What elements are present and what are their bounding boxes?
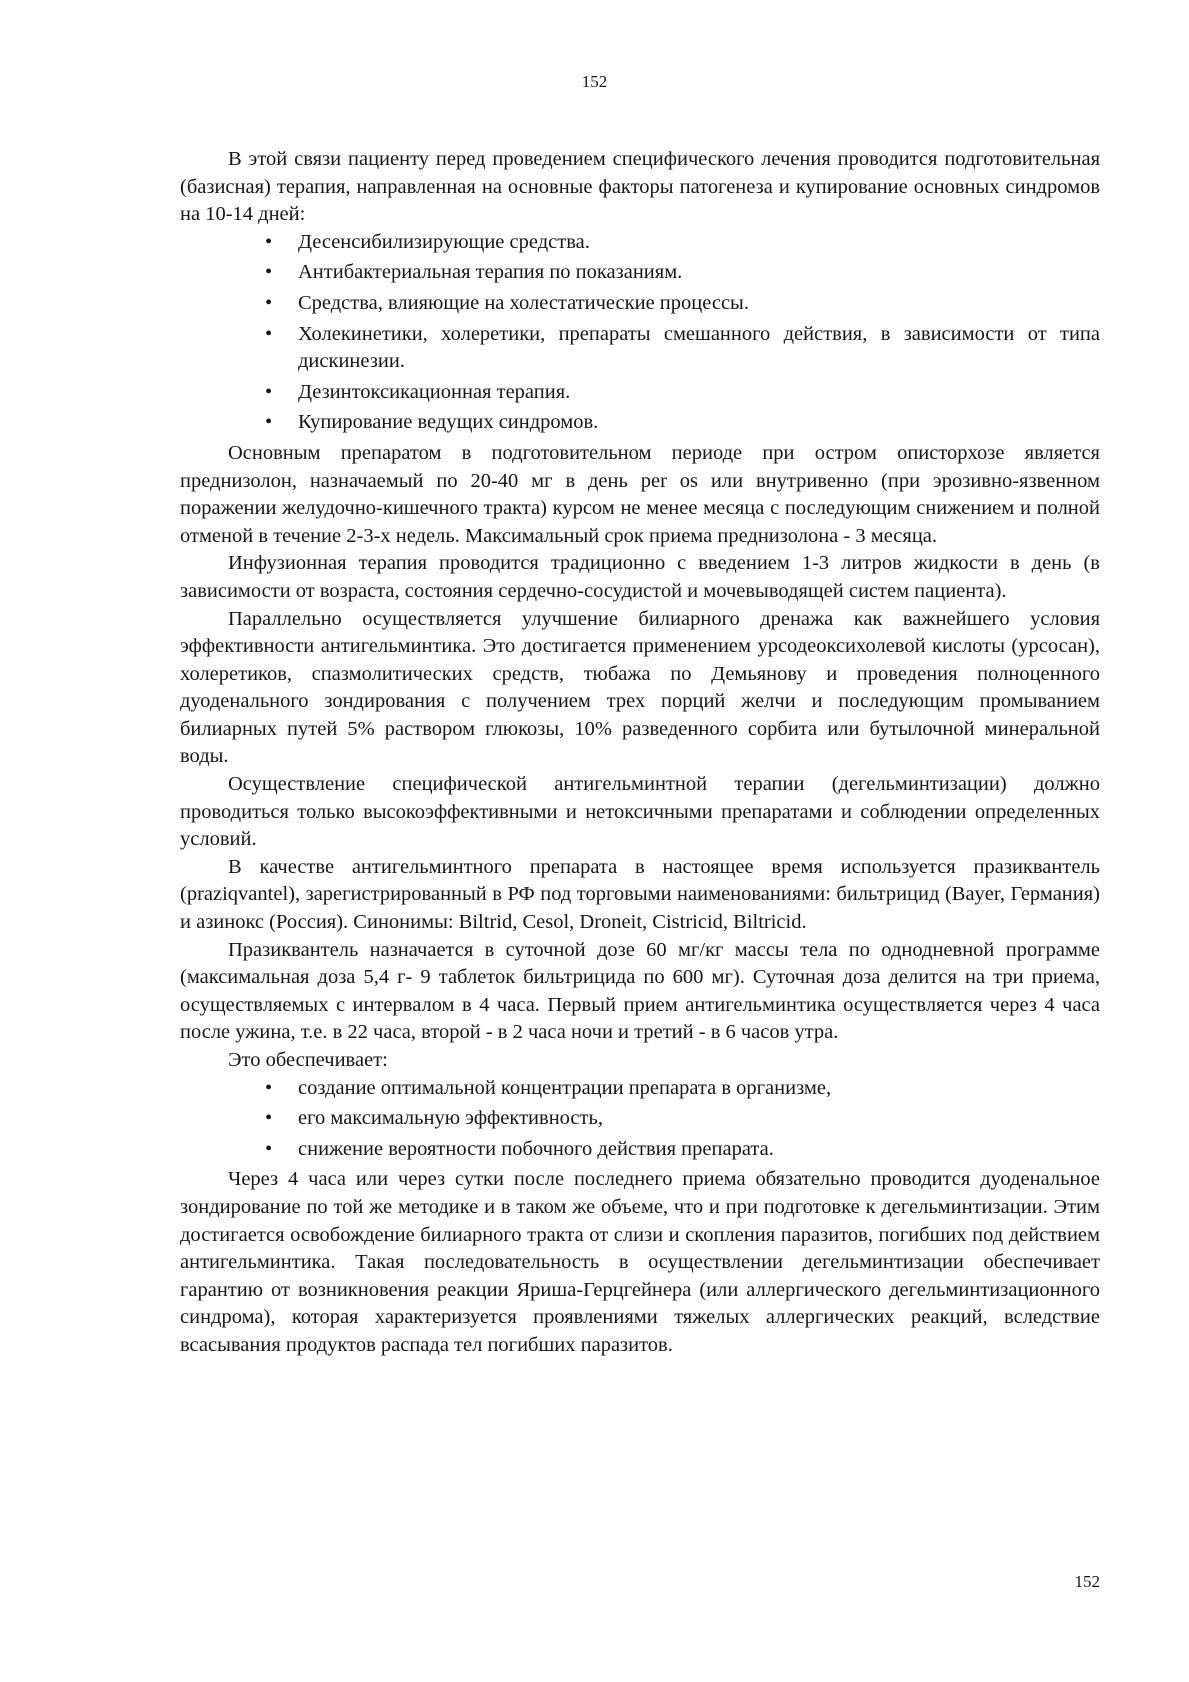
paragraph-specific-therapy: Осуществление специфической антигельминтной терапии (дегельминтизации) должно проводиться только высокоэффективными и нетоксичными препаратами и соблюдении определенных условий. [180,773,1100,851]
bullet-icon: • [265,291,273,314]
paragraph-infusion: Инфузионная терапия проводится традиционно с введением 1-3 литров жидкости в день (в зависимости от возраста, состояния сердечно-сосудистой и мочевыводящей систем пациента). [180,552,1100,602]
paragraph-duodenal-probing: Через 4 часа или через сутки после последнего приема обязательно проводится дуоденальное зондирование по той же методике и в таком же объеме, что и при подготовке к дегельминтизации. Этим достигается освобождение билиарного тракта от слизи и скопления паразитов, погибших под действием антигельминтика. Такая последовательность в осуществлении дегельминтизации обеспечивает гарантию от возникновения реакции Яриша-Герцгейнера (или аллергического дегельминтизационного синдрома), которая характеризуется проявлениями тяжелых аллергических реакций, вследствие всасывания продуктов распада тел погибших паразитов. [180,1168,1100,1356]
list-item: • Антибактериальная терапия по показаниям. [180,259,1100,287]
bullet-icon: • [265,380,273,403]
paragraph-praziquantel: В качестве антигельминтного препарата в настоящее время используется празиквантель (praziqvantel), зарегистрированный в РФ под торговыми наименованиями: бильтрицид (Bayer, Германия) и азинокс (Россия). Синонимы: Biltrid, Cesol, Droneit, Cistricid, Biltricid. [180,855,1100,934]
bullet-icon: • [265,1137,273,1160]
bullet-icon: • [265,411,273,434]
list-item: • его максимальную эффективность, [180,1105,1100,1133]
document-body [180,146,1100,1360]
bullet-icon: • [265,322,273,345]
paragraph-biliary-drainage: Параллельно осуществляется улучшение билиарного дренажа как важнейшего условия эффективности антигельминтика. Это достигается применением урсодеоксихолевой кислоты (урсосан), холеретиков, спазмолитических средств, тюбажа по Демьянову и проведения полноценного дуоденального зондирования с получением трех порций желчи и последующим промыванием билиарных путей 5% раствором глюкозы, 10% разведенного сорбита или бутылочной минеральной воды. [180,607,1100,768]
paragraph-intro: В этой связи пациенту перед проведением специфического лечения проводится подготовительная (базисная) терапия, направленная на основные факторы патогенеза и купирование основных синдромов на 10-14 дней: [180,148,1100,226]
bullet-icon: • [265,261,273,284]
bullet-icon: • [265,1076,273,1099]
list-item: • Средства, влияющие на холестатические процессы. [180,290,1100,318]
basic-therapy-list [180,229,1100,437]
bullet-icon: • [265,230,273,253]
page-number-top: 152 [581,72,608,91]
list-item: • Десенсибилизирующие средства. [180,229,1100,257]
list-item: • снижение вероятности побочного действия препарата. [180,1136,1100,1164]
paragraph-dosage: Празиквантель назначается в суточной дозе 60 мг/кг массы тела по однодневной программе (максимальная доза 5,4 г- 9 таблеток бильтрицида по 600 мг). Суточная доза делится на три приема, осуществляемых с интервалом в 4 часа. Первый прием антигельминтика осуществляется через 4 часа после ужина, т.е. в 22 часа, второй - в 2 часа ночи и третий - в 6 часов утра. [180,938,1100,1044]
paragraph-prednisolone: Основным препаратом в подготовительном периоде при остром описторхозе является преднизолон, назначаемый по 20-40 мг в день per os или внутривенно (при эрозивно-язвенном поражении желудочно-кишечного тракта) курсом не менее месяца с последующим снижением и полной отменой в течение 2-3-х недель. Максимальный срок приема преднизолона - 3 месяца. [180,441,1100,547]
page-number-bottom: 152 [1074,1572,1100,1591]
benefits-list [180,1075,1100,1164]
list-item: • создание оптимальной концентрации препарата в организме, [180,1075,1100,1103]
bullet-icon: • [265,1107,273,1130]
paragraph-provides: Это обеспечивает: [228,1049,388,1071]
list-item: • Холекинетики, холеретики, препараты смешанного действия, в зависимости от типа дискинезии. [265,322,1100,373]
list-item: • Дезинтоксикационная терапия. [180,379,1100,407]
list-item: • Купирование ведущих синдромов. [180,409,1100,437]
